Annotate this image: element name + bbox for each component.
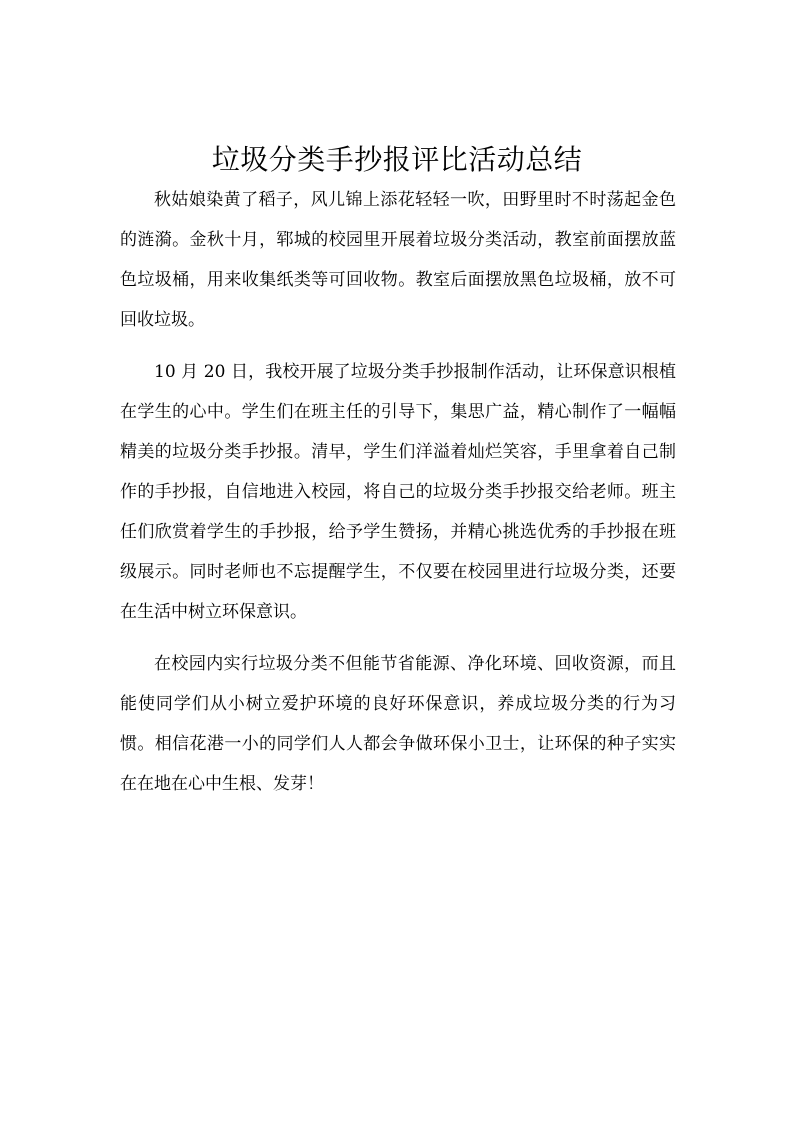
paragraph-3: 在校园内实行垃圾分类不但能节省能源、净化环境、回收资源，而且能使同学们从小树立爱护环境的良好环保意识，养成垃圾分类的行为习惯。相信花港一小的同学们人人都会争做环保小卫士，让环保的种子实实在在地在心中生根、发芽！	[120, 654, 676, 794]
paragraph-1: 秋姑娘染黄了稻子，风儿锦上添花轻轻一吹，田野里时不时荡起金色的涟漪。金秋十月，郓城的校园里开展着垃圾分类活动，教室前面摆放蓝色垃圾桶，用来收集纸类等可回收物。教室后面摆放黑色垃圾桶，放不可回收垃圾。	[120, 190, 676, 330]
paragraph-2: 10 月 20 日，我校开展了垃圾分类手抄报制作活动，让环保意识根植在学生的心中。学生们在班主任的引导下，集思广益，精心制作了一幅幅精美的垃圾分类手抄报。清早，学生们洋溢着灿烂笑容，手里拿着自己制作的手抄报，自信地进入校园，将自己的垃圾分类手抄报交给老师。班主任们欣赏着学生的手抄报，给予学生赞扬，并精心挑选优秀的手抄报在班级展示。同时老师也不忘提醒学生，不仅要在校园里进行垃圾分类，还要在生活中树立环保意识。	[120, 362, 676, 622]
document-title: 垃圾分类手抄报评比活动总结	[211, 143, 583, 176]
document-body	[120, 180, 676, 816]
